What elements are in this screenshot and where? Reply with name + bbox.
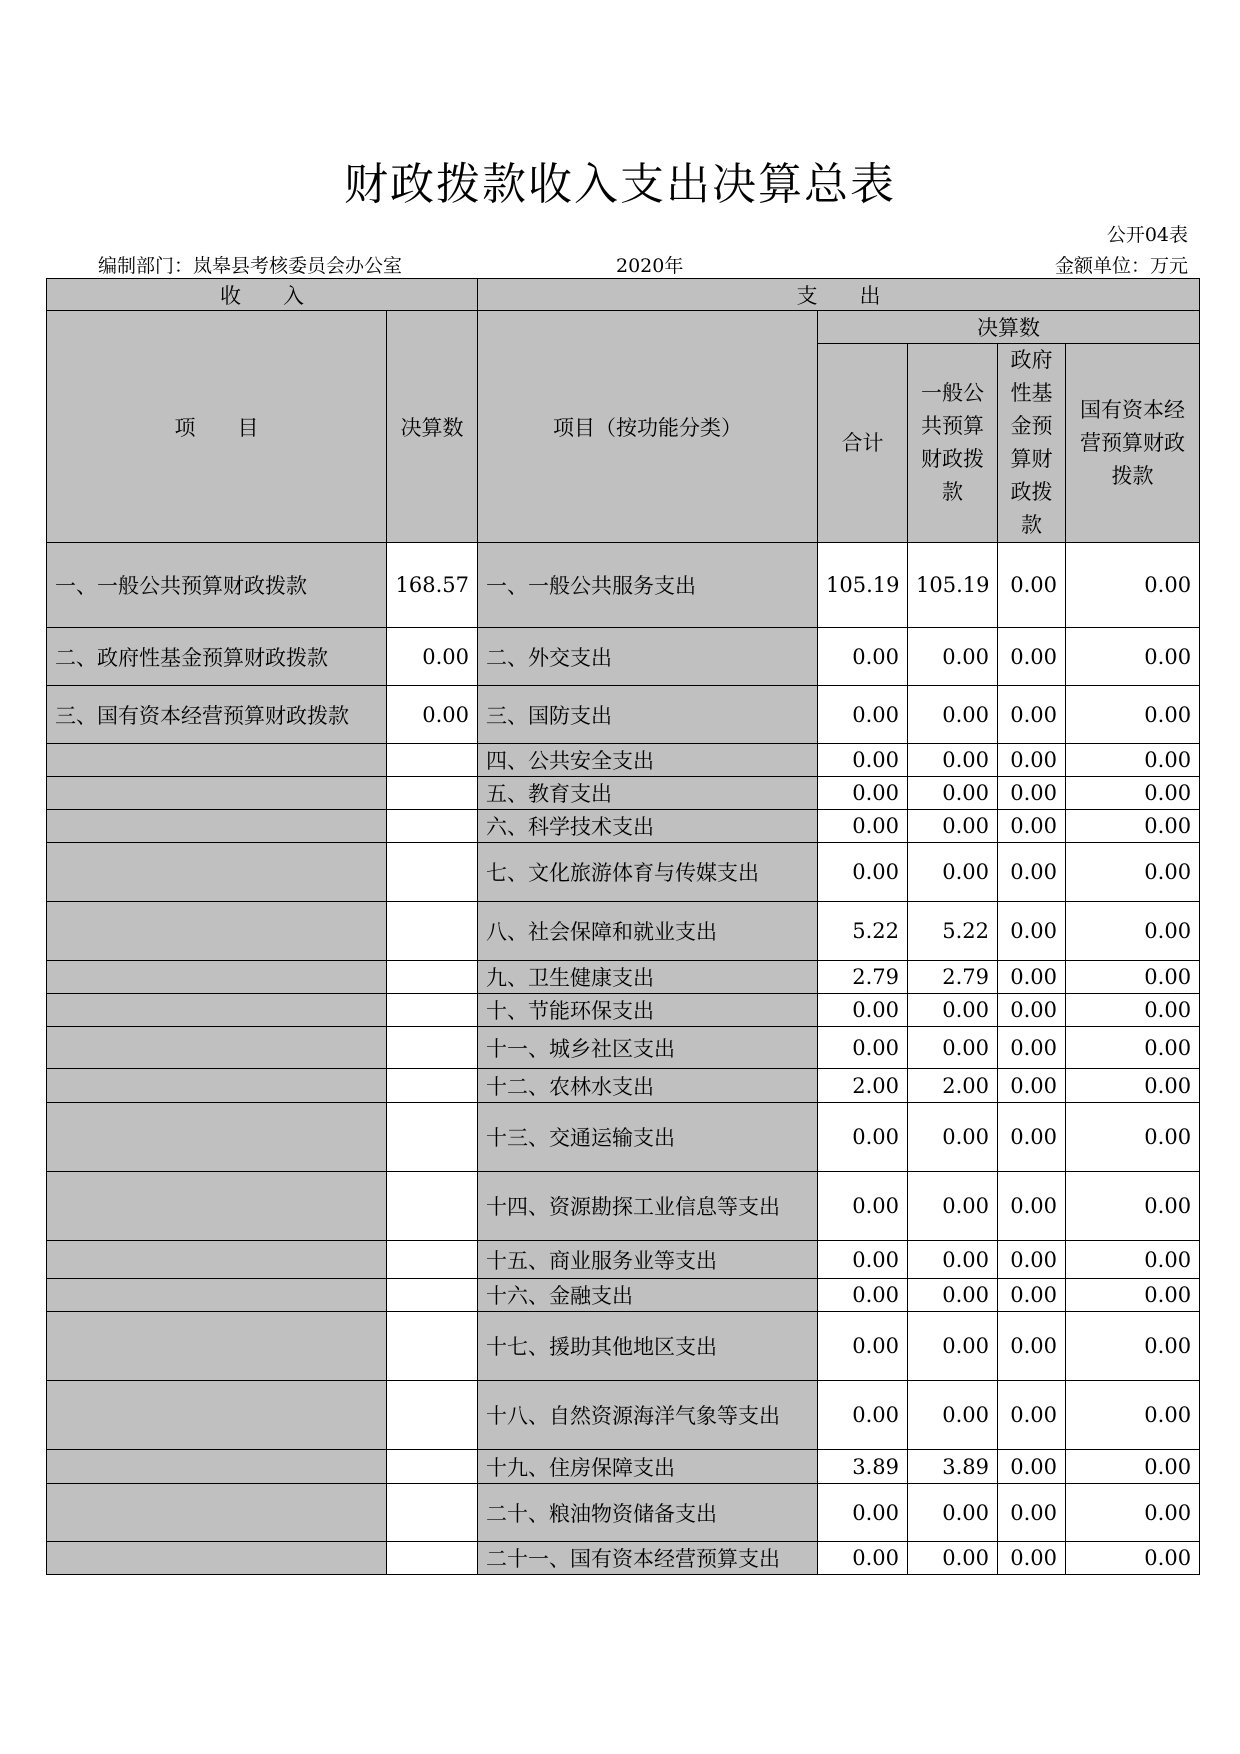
soe-budget-cell: 0.00 <box>1066 1312 1200 1381</box>
total-cell: 0.00 <box>818 1484 908 1542</box>
table-row <box>47 1027 1200 1069</box>
general-budget-cell: 5.22 <box>908 902 998 961</box>
general-budget-cell: 0.00 <box>908 1542 998 1575</box>
income-amount-cell: 168.57 <box>387 543 478 628</box>
income-amount-cell <box>387 1381 478 1450</box>
general-budget-cell: 0.00 <box>908 1172 998 1241</box>
expense-item-cell: 十七、援助其他地区支出 <box>478 1312 818 1381</box>
income-item-cell <box>47 1069 387 1103</box>
income-amount-header: 决算数 <box>387 311 478 543</box>
income-item-cell <box>47 1312 387 1381</box>
income-amount-cell <box>387 744 478 777</box>
income-item-cell <box>47 1172 387 1241</box>
fund-budget-cell: 0.00 <box>998 1381 1066 1450</box>
general-budget-cell: 0.00 <box>908 1027 998 1069</box>
table-row <box>47 1069 1200 1103</box>
fund-budget-cell: 0.00 <box>998 1312 1066 1381</box>
general-budget-cell: 0.00 <box>908 744 998 777</box>
table-row <box>47 810 1200 843</box>
table-row <box>47 1279 1200 1312</box>
table-row <box>47 961 1200 994</box>
income-item-cell: 二、政府性基金预算财政拨款 <box>47 628 387 686</box>
table-row <box>47 543 1200 628</box>
expense-item-cell: 二、外交支出 <box>478 628 818 686</box>
total-cell: 0.00 <box>818 1381 908 1450</box>
income-item-cell <box>47 1027 387 1069</box>
total-cell: 2.00 <box>818 1069 908 1103</box>
general-budget-cell: 2.00 <box>908 1069 998 1103</box>
income-amount-cell <box>387 961 478 994</box>
table-row <box>47 1542 1200 1575</box>
department-label: 编制部门：岚皋县考核委员会办公室 <box>98 255 403 277</box>
income-item-cell <box>47 843 387 902</box>
table-row <box>47 1103 1200 1172</box>
income-item-cell <box>47 1381 387 1450</box>
soe-budget-cell: 0.00 <box>1066 1172 1200 1241</box>
fund-budget-cell: 0.00 <box>998 777 1066 810</box>
total-header: 合计 <box>818 344 908 543</box>
soe-budget-cell: 0.00 <box>1066 1542 1200 1575</box>
income-amount-cell <box>387 1484 478 1542</box>
total-cell: 0.00 <box>818 1279 908 1312</box>
total-cell: 0.00 <box>818 1241 908 1279</box>
income-amount-cell <box>387 1279 478 1312</box>
table-row <box>47 1381 1200 1450</box>
income-amount-cell <box>387 902 478 961</box>
income-item-cell <box>47 1279 387 1312</box>
income-item-cell <box>47 1542 387 1575</box>
table-row <box>47 902 1200 961</box>
income-item-cell: 一、一般公共预算财政拨款 <box>47 543 387 628</box>
fund-budget-cell: 0.00 <box>998 744 1066 777</box>
total-cell: 0.00 <box>818 1027 908 1069</box>
general-budget-cell: 0.00 <box>908 1484 998 1542</box>
fund-budget-header: 政府性基金预算财政拨款 <box>998 344 1066 543</box>
soe-budget-cell: 0.00 <box>1066 843 1200 902</box>
total-cell: 0.00 <box>818 843 908 902</box>
soe-budget-cell: 0.00 <box>1066 961 1200 994</box>
general-budget-cell: 0.00 <box>908 994 998 1027</box>
fund-budget-cell: 0.00 <box>998 843 1066 902</box>
expense-section-header: 支 出 <box>478 279 1200 311</box>
total-cell: 0.00 <box>818 1103 908 1172</box>
soe-budget-cell: 0.00 <box>1066 1027 1200 1069</box>
total-cell: 3.89 <box>818 1450 908 1484</box>
unit-label: 金额单位：万元 <box>1054 255 1188 277</box>
expense-item-cell: 五、教育支出 <box>478 777 818 810</box>
expense-item-cell: 九、卫生健康支出 <box>478 961 818 994</box>
expense-item-cell: 十三、交通运输支出 <box>478 1103 818 1172</box>
general-budget-cell: 2.79 <box>908 961 998 994</box>
soe-budget-cell: 0.00 <box>1066 902 1200 961</box>
income-amount-cell <box>387 994 478 1027</box>
general-budget-cell: 0.00 <box>908 843 998 902</box>
income-item-cell: 三、国有资本经营预算财政拨款 <box>47 686 387 744</box>
page-title: 财政拨款收入支出决算总表 <box>344 159 896 210</box>
expense-item-cell: 十四、资源勘探工业信息等支出 <box>478 1172 818 1241</box>
expense-item-cell: 十五、商业服务业等支出 <box>478 1241 818 1279</box>
soe-budget-cell: 0.00 <box>1066 810 1200 843</box>
soe-budget-cell: 0.00 <box>1066 777 1200 810</box>
expense-item-cell: 二十一、国有资本经营预算支出 <box>478 1542 818 1575</box>
income-item-cell <box>47 810 387 843</box>
soe-budget-cell: 0.00 <box>1066 1381 1200 1450</box>
income-amount-cell <box>387 1542 478 1575</box>
soe-budget-cell: 0.00 <box>1066 543 1200 628</box>
table-row <box>47 1241 1200 1279</box>
income-item-cell <box>47 1241 387 1279</box>
soe-budget-cell: 0.00 <box>1066 994 1200 1027</box>
soe-budget-cell: 0.00 <box>1066 1241 1200 1279</box>
expense-item-cell: 六、科学技术支出 <box>478 810 818 843</box>
fund-budget-cell: 0.00 <box>998 1027 1066 1069</box>
income-item-cell <box>47 902 387 961</box>
expense-item-cell: 十、节能环保支出 <box>478 994 818 1027</box>
total-cell: 0.00 <box>818 1172 908 1241</box>
soe-budget-cell: 0.00 <box>1066 744 1200 777</box>
soe-budget-cell: 0.00 <box>1066 1069 1200 1103</box>
final-amount-group-header: 决算数 <box>818 311 1200 344</box>
fund-budget-cell: 0.00 <box>998 961 1066 994</box>
form-number: 公开04表 <box>1106 224 1188 246</box>
table-row <box>47 1312 1200 1381</box>
income-amount-cell: 0.00 <box>387 628 478 686</box>
expense-item-cell: 二十、粮油物资储备支出 <box>478 1484 818 1542</box>
table-row <box>47 628 1200 686</box>
income-amount-cell <box>387 1172 478 1241</box>
fund-budget-cell: 0.00 <box>998 1172 1066 1241</box>
fund-budget-cell: 0.00 <box>998 902 1066 961</box>
table-row <box>47 1484 1200 1542</box>
expense-item-cell: 十一、城乡社区支出 <box>478 1027 818 1069</box>
income-amount-cell: 0.00 <box>387 686 478 744</box>
general-budget-cell: 0.00 <box>908 1103 998 1172</box>
income-item-cell <box>47 744 387 777</box>
fund-budget-cell: 0.00 <box>998 1279 1066 1312</box>
budget-table <box>46 278 1200 1575</box>
expense-item-cell: 八、社会保障和就业支出 <box>478 902 818 961</box>
fund-budget-cell: 0.00 <box>998 994 1066 1027</box>
total-cell: 5.22 <box>818 902 908 961</box>
general-budget-header: 一般公共预算财政拨款 <box>908 344 998 543</box>
fund-budget-cell: 0.00 <box>998 1241 1066 1279</box>
soe-budget-cell: 0.00 <box>1066 1279 1200 1312</box>
fund-budget-cell: 0.00 <box>998 1542 1066 1575</box>
income-amount-cell <box>387 1103 478 1172</box>
soe-budget-cell: 0.00 <box>1066 1450 1200 1484</box>
table-row <box>47 744 1200 777</box>
total-cell: 0.00 <box>818 810 908 843</box>
total-cell: 0.00 <box>818 1542 908 1575</box>
income-amount-cell <box>387 843 478 902</box>
total-cell: 0.00 <box>818 777 908 810</box>
general-budget-cell: 0.00 <box>908 1381 998 1450</box>
fund-budget-cell: 0.00 <box>998 1484 1066 1542</box>
income-section-header: 收 入 <box>47 279 478 311</box>
soe-budget-header: 国有资本经营预算财政拨款 <box>1066 344 1200 543</box>
general-budget-cell: 0.00 <box>908 777 998 810</box>
total-cell: 0.00 <box>818 1312 908 1381</box>
general-budget-cell: 105.19 <box>908 543 998 628</box>
expense-item-cell: 四、公共安全支出 <box>478 744 818 777</box>
income-amount-cell <box>387 1069 478 1103</box>
fund-budget-cell: 0.00 <box>998 628 1066 686</box>
income-amount-cell <box>387 777 478 810</box>
general-budget-cell: 0.00 <box>908 686 998 744</box>
expense-item-cell: 三、国防支出 <box>478 686 818 744</box>
general-budget-cell: 0.00 <box>908 1312 998 1381</box>
income-item-cell <box>47 961 387 994</box>
soe-budget-cell: 0.00 <box>1066 1103 1200 1172</box>
general-budget-cell: 0.00 <box>908 1279 998 1312</box>
income-amount-cell <box>387 1241 478 1279</box>
total-cell: 0.00 <box>818 628 908 686</box>
expense-item-cell: 七、文化旅游体育与传媒支出 <box>478 843 818 902</box>
income-item-cell <box>47 994 387 1027</box>
expense-item-cell: 十九、住房保障支出 <box>478 1450 818 1484</box>
income-item-cell <box>47 777 387 810</box>
general-budget-cell: 0.00 <box>908 628 998 686</box>
fund-budget-cell: 0.00 <box>998 1103 1066 1172</box>
table-row <box>47 686 1200 744</box>
general-budget-cell: 3.89 <box>908 1450 998 1484</box>
fund-budget-cell: 0.00 <box>998 686 1066 744</box>
total-cell: 0.00 <box>818 686 908 744</box>
total-cell: 0.00 <box>818 744 908 777</box>
income-amount-cell <box>387 1027 478 1069</box>
fund-budget-cell: 0.00 <box>998 810 1066 843</box>
income-item-header: 项 目 <box>47 311 387 543</box>
total-cell: 2.79 <box>818 961 908 994</box>
expense-item-cell: 十八、自然资源海洋气象等支出 <box>478 1381 818 1450</box>
soe-budget-cell: 0.00 <box>1066 628 1200 686</box>
expense-item-cell: 一、一般公共服务支出 <box>478 543 818 628</box>
expense-item-cell: 十二、农林水支出 <box>478 1069 818 1103</box>
fund-budget-cell: 0.00 <box>998 1450 1066 1484</box>
expense-item-header: 项目（按功能分类） <box>478 311 818 543</box>
income-item-cell <box>47 1484 387 1542</box>
income-amount-cell <box>387 1312 478 1381</box>
income-item-cell <box>47 1103 387 1172</box>
fund-budget-cell: 0.00 <box>998 1069 1066 1103</box>
table-row <box>47 994 1200 1027</box>
soe-budget-cell: 0.00 <box>1066 1484 1200 1542</box>
total-cell: 105.19 <box>818 543 908 628</box>
table-row <box>47 1172 1200 1241</box>
income-amount-cell <box>387 810 478 843</box>
general-budget-cell: 0.00 <box>908 1241 998 1279</box>
table-row <box>47 843 1200 902</box>
year-label: 2020年 <box>616 255 684 277</box>
expense-item-cell: 十六、金融支出 <box>478 1279 818 1312</box>
income-amount-cell <box>387 1450 478 1484</box>
table-row <box>47 1450 1200 1484</box>
fund-budget-cell: 0.00 <box>998 543 1066 628</box>
table-row <box>47 777 1200 810</box>
income-item-cell <box>47 1450 387 1484</box>
soe-budget-cell: 0.00 <box>1066 686 1200 744</box>
general-budget-cell: 0.00 <box>908 810 998 843</box>
total-cell: 0.00 <box>818 994 908 1027</box>
